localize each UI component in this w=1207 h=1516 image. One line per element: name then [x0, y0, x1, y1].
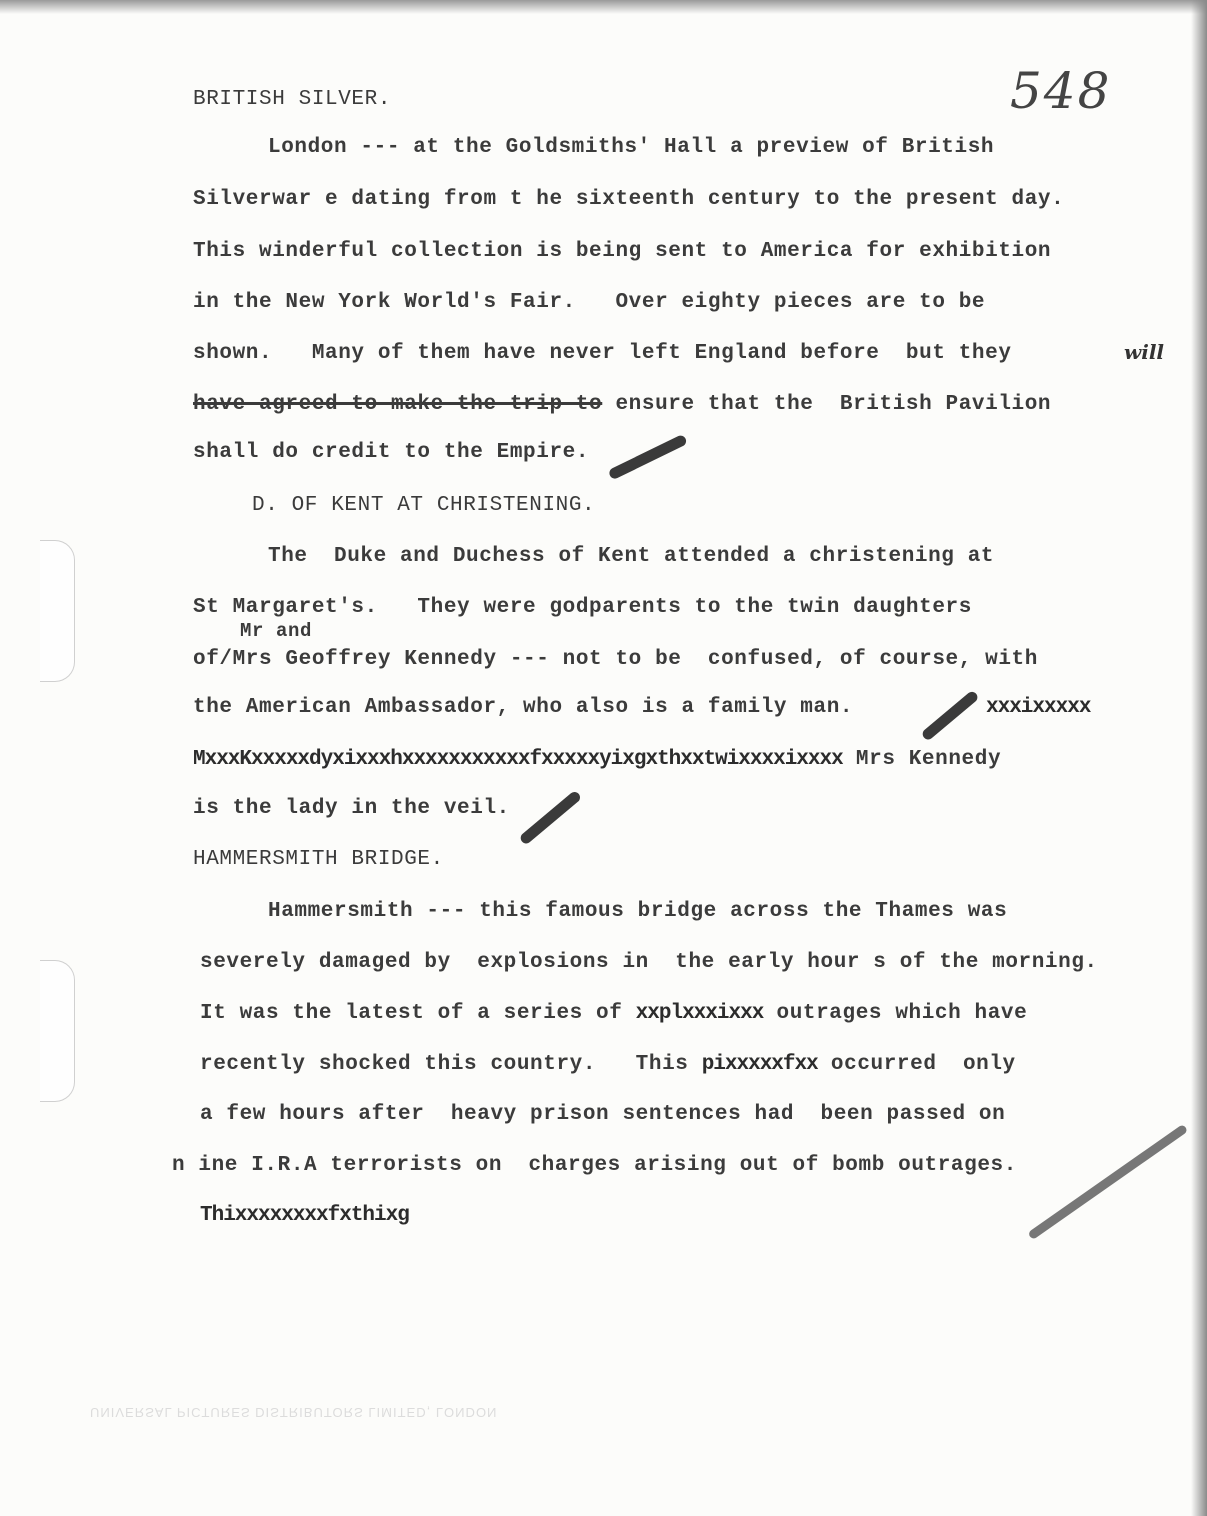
text-line: shown. Many of them have never left England before but they [193, 342, 1012, 365]
text-line: in the New York World's Fair. Over eighty pieces are to be [193, 291, 986, 314]
xed-out-text: pixxxxxfxx [701, 1053, 818, 1076]
scan-right-shadow [1191, 0, 1207, 1516]
text-line: The Duke and Duchess of Kent attended a christening at [268, 545, 995, 568]
xed-out-text: Thixxxxxxxxfxthixg [200, 1204, 409, 1227]
bleed-through-footer: UNIVERSAL PICTURES DISTRIBUTORS LIMITED, LONDON [90, 1405, 498, 1420]
text-line-5 [193, 748, 1001, 771]
text-line: Silverwar e dating from t he sixteenth century to the present day. [193, 188, 1065, 211]
censor-slash-mark [1027, 1124, 1188, 1240]
handwritten-insert: will [1124, 340, 1165, 364]
text-segment: outrages which have [763, 1002, 1028, 1025]
page-number: 548 [1010, 62, 1112, 120]
struck-text: have agreed to make the trip to [193, 393, 603, 416]
punch-hole-upper [40, 540, 75, 682]
heading-hammersmith-bridge: HAMMERSMITH BRIDGE. [193, 848, 444, 871]
text-line: a few hours after heavy prison sentences had been passed on [200, 1103, 1006, 1126]
text-line: is the lady in the veil. [193, 797, 510, 820]
xed-out-text: xxplxxxixxx [635, 1002, 764, 1025]
text-segment: occurred only [817, 1053, 1016, 1076]
text-line: of/Mrs Geoffrey Kennedy --- not to be confused, of course, with [193, 648, 1038, 671]
text-line-4 [200, 1053, 1016, 1076]
censor-slash-mark [608, 434, 688, 481]
text-line-7 [193, 393, 1051, 416]
text-line-rest: ensure that the British Pavilion [602, 393, 1052, 416]
text-line: n ine I.R.A terrorists on charges arising out of bomb outrages. [172, 1154, 1017, 1177]
punch-hole-lower [40, 960, 75, 1102]
text-line: Hammersmith --- this famous bridge across the Thames was [268, 900, 1008, 923]
text-segment: It was the latest of a series of [200, 1002, 636, 1025]
text-segment: recently shocked this country. This [200, 1053, 702, 1076]
censor-slash-mark [920, 690, 979, 742]
text-line: shall do credit to the Empire. [193, 441, 590, 464]
heading-kent-christening: D. OF KENT AT CHRISTENING. [252, 494, 596, 517]
text-line-rest: Mrs Kennedy [842, 748, 1002, 771]
text-line: London --- at the Goldsmiths' Hall a preview of British [268, 136, 995, 159]
text-line: St Margaret's. They were godparents to the twin daughters [193, 596, 972, 619]
xed-out-text: xxxixxxxx [986, 696, 1091, 719]
heading-british-silver: BRITISH SILVER. [193, 88, 392, 111]
text-line-3 [200, 1002, 1027, 1025]
text-line: severely damaged by explosions in the early hour s of the morning. [200, 951, 1098, 974]
censor-slash-mark [518, 790, 582, 846]
scan-top-shadow [0, 0, 1207, 14]
text-line: This winderful collection is being sent to America for exhibition [193, 240, 1052, 263]
text-line: the American Ambassador, who also is a family man. [193, 696, 854, 719]
xed-out-text: MxxxKxxxxxdyxixxxhxxxxxxxxxxxfxxxxxyixgxthxxtwixxxxixxxx [193, 748, 843, 771]
interlinear-insert: Mr and [240, 620, 313, 642]
